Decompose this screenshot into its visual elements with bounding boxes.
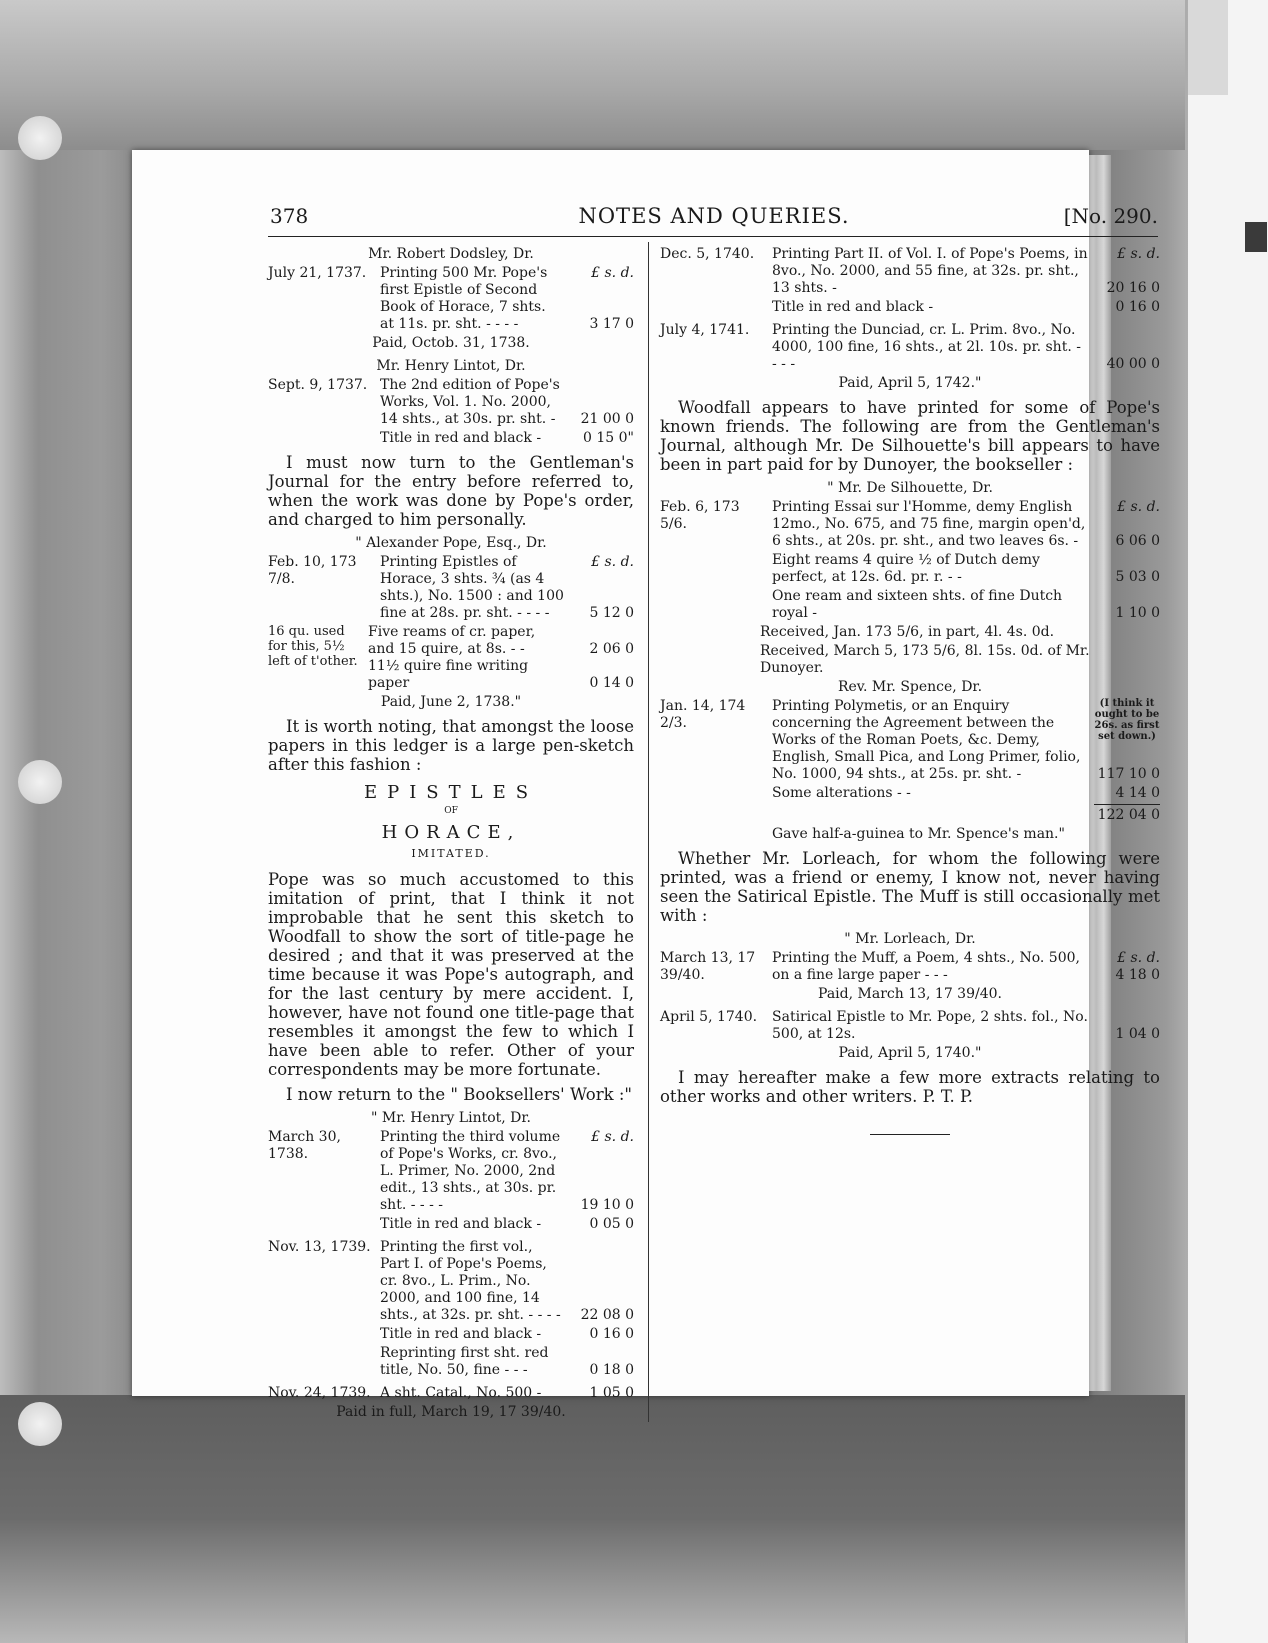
ledger-entry [268, 1385, 634, 1402]
entry-amount: 4 14 0 [1115, 785, 1160, 801]
received-line: Received, March 5, 173 5/6, 8l. 15s. 0d. of Mr. Dunoyer. [760, 643, 1090, 676]
entry-description: One ream and sixteen shts. of fine Dutch royal - [772, 588, 1063, 621]
left-column [268, 244, 634, 1423]
entry-amount: 1 10 0 [1115, 605, 1160, 621]
ledger-heading: " Mr. Henry Lintot, Dr. [370, 1110, 532, 1126]
entry-amount: 0 16 0 [589, 1326, 634, 1342]
entry-date: March 13, 17 39/40. [660, 950, 756, 983]
ledger-entry [268, 1216, 634, 1233]
entry-description: Printing Part II. of Vol. I. of Pope's Poems, in 8vo., No. 2000, and 55 fine, at 32s. pr. sht., 13 shts. - [772, 246, 1088, 296]
currency-header: £ s. d. [1117, 246, 1160, 262]
entry-amount: 40 00 0 [1106, 356, 1160, 372]
scan-bottom-shadow [0, 1395, 1185, 1643]
entry-description: Printing the Muff, a Poem, 4 shts., No. 500, on a fine large paper - - - [772, 950, 1080, 983]
ledger-entry [268, 1129, 634, 1214]
ledger-entry [660, 643, 1160, 677]
entry-description: Printing Essai sur l'Homme, demy English 12mo., No. 675, and 75 fine, margin open'd, 6 shts., at 20s. pr. sht., and two leaves 6s. - [772, 499, 1086, 549]
entry-amount: 5 12 0 [589, 605, 634, 621]
entry-amount: 20 16 0 [1106, 280, 1160, 296]
entry-amount: 2 06 0 [589, 641, 634, 657]
received-line: Received, Jan. 173 5/6, in part, 4l. 4s. 0d. [760, 624, 1055, 640]
entry-date: Dec. 5, 1740. [660, 246, 755, 262]
paid-line: Paid, April 5, 1742." [838, 375, 982, 391]
ledger-entry [660, 588, 1160, 622]
currency-header: £ s. d. [1117, 950, 1160, 966]
entry-date: July 4, 1741. [660, 322, 750, 338]
ledger-entry [268, 377, 634, 428]
currency-header: £ s. d. [591, 554, 634, 570]
entry-amount: 0 16 0 [1115, 299, 1160, 315]
entry-description: Printing the first vol., Part I. of Pope's Poems, cr. 8vo., L. Prim., No. 2000, and 100 fine, 14 shts., at 32s. pr. sht. - - - - [380, 1239, 561, 1323]
entry-description: Title in red and black - [380, 1216, 542, 1232]
column-rule [648, 242, 649, 1422]
ledger-heading: Mr. Henry Lintot, Dr. [376, 358, 526, 374]
ledger-entry [268, 624, 634, 692]
scanner-edge [1188, 0, 1268, 1643]
entry-description: Some alterations - - [772, 785, 911, 801]
sketch-title-line: IMITATED. [411, 847, 491, 860]
ledger-entry [660, 785, 1160, 802]
entry-description: Satirical Epistle to Mr. Pope, 2 shts. fol., No. 500, at 12s. [772, 1009, 1088, 1042]
entry-date: Nov. 24, 1739. [268, 1385, 371, 1401]
scanner-edge-bar [1188, 0, 1228, 95]
entry-amount: 0 15 0" [583, 430, 634, 446]
ledger-entry [660, 826, 1160, 843]
body-paragraph: I must now turn to the Gentleman's Journal for the entry before referred to, when the work was done by Pope's order, and charged to him personally. [268, 453, 634, 529]
ledger-entry [660, 698, 1160, 783]
entry-description: Printing 500 Mr. Pope's first Epistle of Second Book of Horace, 7 shts. at 11s. pr. sht. - - - - [380, 265, 548, 332]
ledger-heading: Mr. Robert Dodsley, Dr. [368, 246, 534, 262]
scanner-edge-mark [1245, 222, 1267, 252]
entry-date: Jan. 14, 174 2/3. [660, 698, 746, 731]
ledger-entry [268, 1345, 634, 1379]
ledger-entry [660, 950, 1160, 984]
ledger-entry [268, 1326, 634, 1343]
scan-top-shadow [0, 0, 1185, 150]
right-column [660, 244, 1160, 1135]
entry-amount: 5 03 0 [1115, 569, 1160, 585]
closing-text: I may hereafter make a few more extracts relating to other works and other writers. [660, 1068, 1160, 1106]
entry-date: March 30, 1738. [268, 1129, 341, 1162]
paid-line: Paid, June 2, 1738." [380, 694, 522, 710]
body-paragraph [660, 1068, 1160, 1106]
entry-description: The 2nd edition of Pope's Works, Vol. 1. No. 2000, 14 shts., at 30s. pr. sht. - [380, 377, 560, 427]
currency-header: £ s. d. [1117, 499, 1160, 515]
running-head [270, 204, 1158, 234]
margin-note: 16 qu. used for this, 5½ left of t'other. [268, 624, 358, 669]
body-paragraph: Woodfall appears to have printed for some of Pope's known friends. The following are from the Gentleman's Journal, although Mr. De Silhouette's bill appears to have been in part paid for by Dunoyer, the bookseller : [660, 398, 1160, 474]
closing-rule [870, 1134, 950, 1135]
paid-line: Paid, March 13, 17 39/40. [818, 986, 1002, 1002]
paid-line: Paid, April 5, 1740." [838, 1045, 982, 1061]
handwritten-note: (I think it ought to be 26s. as first set down.) [1094, 698, 1160, 742]
ledger-entry [268, 554, 634, 622]
ledger-entry [268, 430, 634, 447]
ledger-entry [268, 265, 634, 333]
sketch-title-line: HORACE, [381, 822, 521, 843]
paid-line: Paid, Octob. 31, 1738. [372, 335, 530, 351]
entry-amount: 3 17 0 [589, 316, 634, 332]
entry-description: Title in red and black - [380, 430, 542, 446]
entry-description: Reprinting first sht. red title, No. 50, fine - - - [380, 1345, 549, 1378]
ledger-heading: " Mr. Lorleach, Dr. [844, 931, 976, 947]
entry-description: Eight reams 4 quire ½ of Dutch demy perfect, at 12s. 6d. pr. r. - - [772, 552, 1040, 585]
ledger-entry [660, 322, 1160, 373]
entry-description: Printing the third volume of Pope's Works, cr. 8vo., L. Primer, No. 2000, 2nd edit., 13 shts., at 30s. pr. sht. - - - - [380, 1129, 561, 1213]
ledger-entry [660, 624, 1160, 641]
entry-amount: 6 06 0 [1115, 533, 1160, 549]
ledger-heading: " Mr. De Silhouette, Dr. [827, 480, 993, 496]
issue-number: [No. 290. [1063, 204, 1158, 228]
body-paragraph: Pope was so much accustomed to this imitation of print, that I think it not improbable that he sent this sketch to Woodfall to show the sort of title-page he desired ; and that it was preserved at the time because it was Pope's autograph, and for the last century by mere accident. I, however, have not found one title-page that resembles it amongst the few to which I have been able to refer. Other of your correspondents may be more fortunate. [268, 870, 634, 1079]
ledger-entry [660, 807, 1160, 824]
entry-amount: 0 05 0 [589, 1216, 634, 1232]
entry-amount: 1 05 0 [589, 1385, 634, 1401]
body-paragraph: Whether Mr. Lorleach, for whom the following were printed, was a friend or enemy, I know not, never having seen the Satirical Epistle. The Muff is still occasionally met with : [660, 849, 1160, 925]
entry-date: Feb. 6, 173 5/6. [660, 499, 740, 532]
entry-date: Nov. 13, 1739. [268, 1239, 371, 1255]
entry-description: Printing Epistles of Horace, 3 shts. ¾ (as 4 shts.), No. 1500 : and 100 fine at 28s. pr. sht. - - - - [380, 554, 564, 621]
ledger-entry [660, 246, 1160, 297]
body-paragraph: It is worth noting, that amongst the loose papers in this ledger is a large pen-sketch after this fashion : [268, 717, 634, 774]
entry-description: Printing Polymetis, or an Enquiry concerning the Agreement between the Works of the Roman Poets, &c. Demy, English, Small Pica, and Long Primer, folio, No. 1000, 94 shts., at 25s. pr. sht. - [772, 698, 1081, 782]
entry-date: Feb. 10, 173 7/8. [268, 554, 357, 587]
sketch-title-line: OF [444, 806, 458, 816]
currency-header: £ s. d. [591, 1129, 634, 1145]
entry-date: July 21, 1737. [268, 265, 367, 281]
entry-amount: 0 18 0 [589, 1362, 634, 1378]
binder-hole-bottom [18, 1402, 62, 1446]
ledger-heading: " Alexander Pope, Esq., Dr. [355, 535, 547, 551]
ledger-entry [660, 1009, 1160, 1043]
entry-date: April 5, 1740. [660, 1009, 758, 1025]
header-rule [268, 236, 1158, 237]
entry-amount: 1 04 0 [1115, 1026, 1160, 1042]
entry-description: Five reams of cr. paper, and 15 quire, at 8s. - - [368, 624, 536, 657]
ledger-entry [660, 499, 1160, 550]
sum-rule [1094, 804, 1160, 805]
entry-amount: 21 00 0 [580, 411, 634, 427]
ledger-entry [660, 552, 1160, 586]
entry-description: Title in red and black - [772, 299, 934, 315]
journal-title: NOTES AND QUERIES. [578, 204, 850, 228]
ledger-heading: Rev. Mr. Spence, Dr. [837, 679, 983, 695]
journal-page [132, 150, 1160, 1420]
entry-amount: 117 10 0 [1097, 766, 1160, 782]
entry-description: Printing the Dunciad, cr. L. Prim. 8vo., No. 4000, 100 fine, 16 shts., at 2l. 10s. pr. sht. - - - - [772, 322, 1081, 372]
entry-description: Gave half-a-guinea to Mr. Spence's man." [772, 826, 1065, 842]
page-number: 378 [270, 204, 309, 228]
paid-line: Paid in full, March 19, 17 39/40. [336, 1404, 566, 1420]
entry-description: A sht. Catal., No. 500 - [380, 1385, 542, 1401]
body-paragraph: I now return to the " Booksellers' Work :" [286, 1085, 633, 1104]
ledger-entry [660, 299, 1160, 316]
entry-amount: 19 10 0 [580, 1197, 634, 1213]
entry-description: Title in red and black - [380, 1326, 542, 1342]
entry-date: Sept. 9, 1737. [268, 377, 368, 393]
signature: P. T. P. [922, 1087, 973, 1106]
binder-hole-middle [18, 760, 62, 804]
entry-description: 11½ quire fine writing paper [368, 658, 529, 691]
entry-amount: 0 14 0 [589, 675, 634, 691]
currency-header: £ s. d. [591, 265, 634, 281]
binder-hole-top [18, 116, 62, 160]
sketch-title-line: EPISTLES [363, 782, 539, 803]
entry-total: 122 04 0 [1097, 807, 1160, 823]
entry-amount: 22 08 0 [580, 1307, 634, 1323]
entry-amount: 4 18 0 [1115, 967, 1160, 983]
ledger-entry [268, 1239, 634, 1324]
